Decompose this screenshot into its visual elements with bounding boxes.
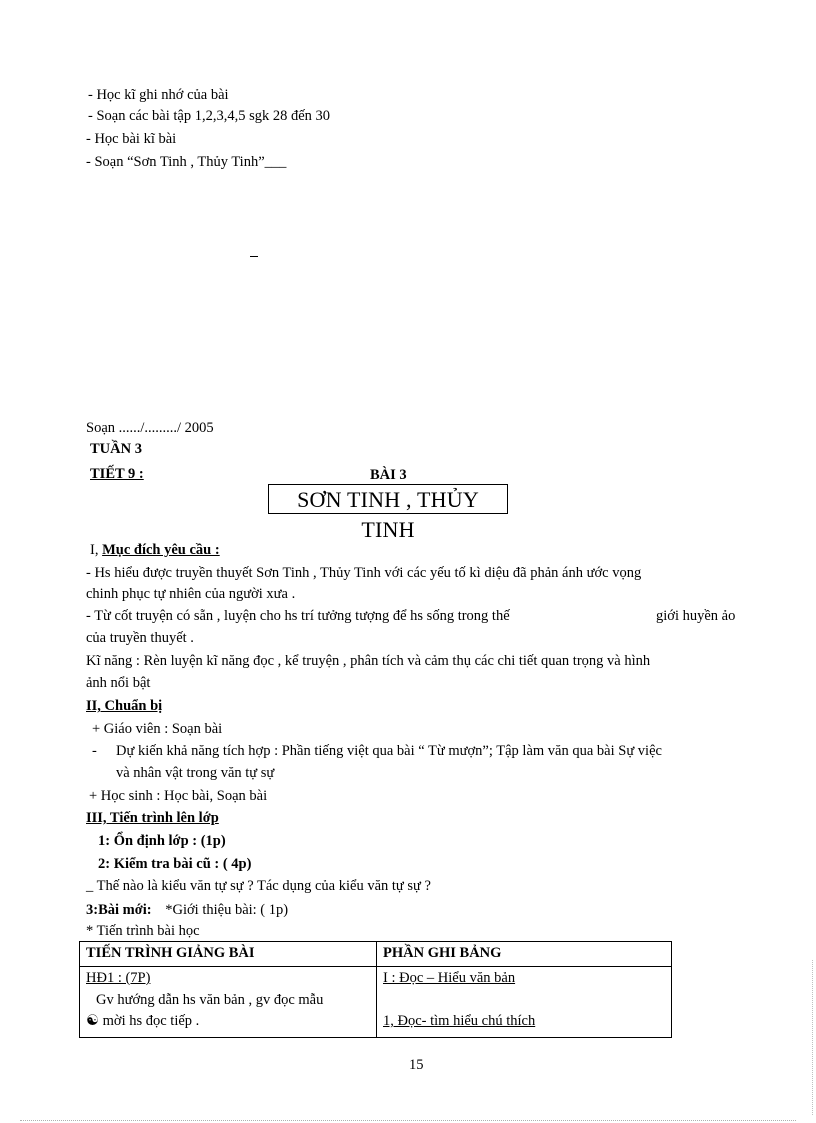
hd1-line-1: Gv hướng dẫn hs văn bản , gv đọc mẫu — [96, 992, 324, 1008]
section3-question: _ Thế nào là kiểu văn tự sự ? Tác dụng của kiểu văn tự sự ? — [86, 878, 431, 894]
page-number: 15 — [409, 1057, 424, 1073]
week-label: TUẦN 3 — [90, 441, 142, 457]
section1-line-4: của truyền thuyết . — [86, 630, 194, 646]
section3-item-3-label: 3:Bài mới: — [86, 902, 152, 918]
section3-progress: * Tiến trình bài học — [86, 923, 200, 939]
lesson-number: BÀI 3 — [370, 467, 407, 483]
right-heading: I : Đọc – Hiểu văn bản — [383, 970, 516, 986]
table-header-row — [80, 942, 672, 967]
section1-line-6: ảnh nổi bật — [86, 675, 151, 691]
hd1-label: HĐ1 : (7P) — [86, 970, 151, 986]
right-subheading: 1, Đọc- tìm hiểu chú thích — [383, 1013, 536, 1029]
section3-heading: III, Tiến trình lên lớp — [86, 810, 219, 826]
section1-heading-text: Mục đích yêu cầu : — [102, 542, 220, 558]
page-edge-right — [812, 960, 813, 1115]
section3-item-2: 2: Kiểm tra bài cũ : ( 4p) — [98, 856, 252, 872]
table-header-col1: TIẾN TRÌNH GIẢNG BÀI — [80, 942, 377, 967]
lesson-table — [79, 941, 672, 1038]
section2-line-2: Dự kiến khả năng tích hợp : Phần tiếng việt qua bài “ Từ mượn”; Tập làm văn qua bài Sự việc — [116, 743, 662, 759]
section1-heading — [90, 543, 220, 558]
lesson-title: SƠN TINH , THỦY TINH — [268, 484, 508, 514]
section1-line-2: chinh phục tự nhiên của người xưa . — [86, 586, 296, 602]
hd1-line-2-text: mời hs đọc tiếp . — [102, 1013, 200, 1029]
stray-dash — [250, 256, 258, 257]
section1-line-1: - Hs hiểu được truyền thuyết Sơn Tinh , Thủy Tinh với các yếu tố kì diệu đã phản ánh ước vọng — [86, 565, 642, 581]
homework-item-4: - Soạn “Sơn Tinh , Thủy Tinh”___ — [86, 154, 287, 170]
section2-line-4: + Học sinh : Học bài, Soạn bài — [89, 788, 268, 804]
table-cell-left — [80, 967, 377, 1038]
table-header-col2: PHẦN GHI BẢNG — [377, 942, 672, 967]
section2-dash: - — [92, 743, 97, 759]
section1-line-3b: giới huyền ảo — [656, 608, 736, 624]
section2-line-3: và nhân vật trong văn tự sự — [116, 765, 275, 781]
hd1-line-2 — [86, 1012, 370, 1030]
section3-item-3-text: *Giới thiệu bài: ( 1p) — [165, 902, 289, 918]
section3-item-3 — [86, 903, 288, 918]
section3-item-1: 1: Ổn định lớp : (1p) — [98, 833, 226, 849]
table-row — [80, 967, 672, 1038]
section2-heading: II, Chuẩn bị — [86, 698, 163, 714]
section1-heading-prefix: I, — [90, 542, 99, 558]
section1-line-5: Kĩ năng : Rèn luyện kĩ năng đọc , kể truyện , phân tích và cảm thụ các chi tiết quan trọng và hình — [86, 653, 651, 669]
homework-item-2: - Soạn các bài tập 1,2,3,4,5 sgk 28 đến 30 — [88, 108, 331, 124]
homework-item-3: - Học bài kĩ bài — [86, 131, 177, 147]
section1-line-3: - Từ cốt truyện có sẵn , luyện cho hs trí tưởng tượng để hs sống trong thế — [86, 608, 510, 624]
yin-yang-icon: ☯ — [86, 1013, 99, 1029]
homework-item-1: - Học kĩ ghi nhớ của bài — [88, 87, 229, 103]
page-edge-bottom — [20, 1120, 796, 1121]
date-line: Soạn ....../........./ 2005 — [86, 420, 214, 436]
section2-line-1: + Giáo viên : Soạn bài — [92, 721, 223, 737]
period-label: TIẾT 9 : — [90, 466, 144, 482]
table-cell-right — [377, 967, 672, 1038]
